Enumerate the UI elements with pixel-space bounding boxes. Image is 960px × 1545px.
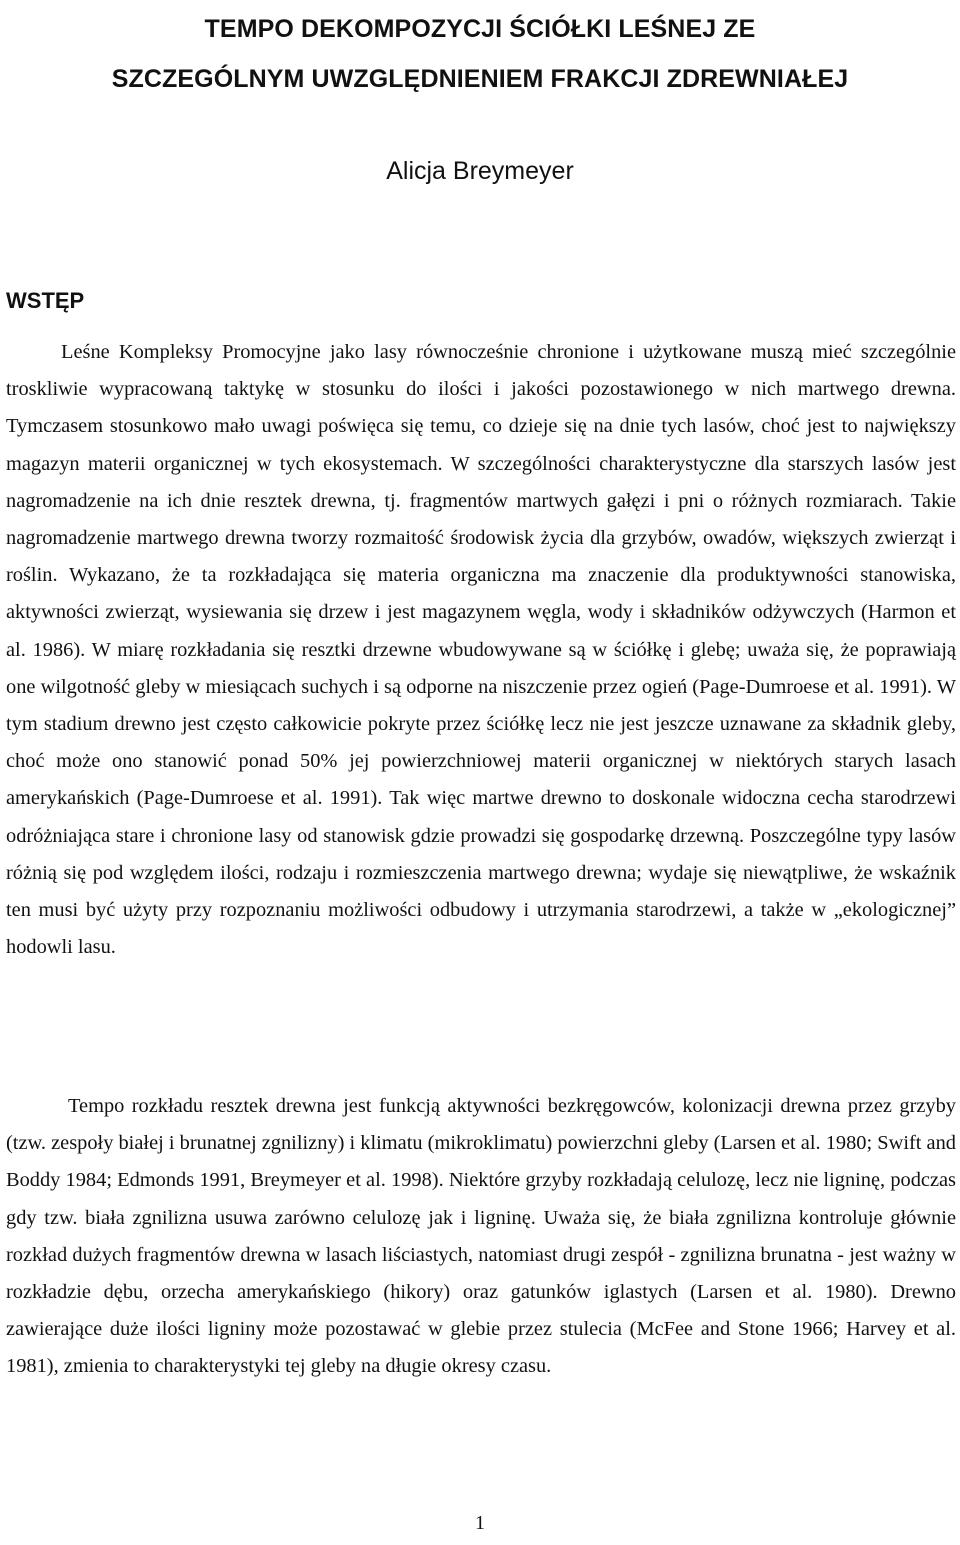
body-paragraph: Tempo rozkładu resztek drewna jest funkcją aktywności bezkręgowców, kolonizacji drewna przez grzyby (tzw. zespoły białej i brunatnej zgnilizny) i klimatu (mikroklimatu) powierzchni gleby (Larsen et al. 1980; Swift and Boddy 1984; Edmonds 1991, Breymeyer et al. 1998). Niektóre grzyby rozkładają celulozę, lecz nie ligninę, podczas gdy tzw. biała zgnilizna usuwa zarówno celulozę jak i ligninę. Uważa się, że biała zgnilizna kontroluje głównie rozkład dużych fragmentów drewna w lasach liściastych, natomiast drugi zespół - zgnilizna brunatna - jest ważny w rozkładzie dębu, orzecha amerykańskiego (hikory) oraz gatunków iglastych (Larsen et al. 1980). Drewno zawierające duże ilości ligniny może pozostawać w glebie przez stulecia (McFee and Stone 1966; Harvey et al. 1981), zmienia to charakterystyki tej gleby na długie okresy czasu. [6,1095,956,1378]
title-line-1: TEMPO DEKOMPOZYCJI ŚCIÓŁKI LEŚNEJ ZE [204,15,756,43]
page-number: 1 [475,1512,485,1534]
document-title [0,4,960,104]
section-heading: WSTĘP [6,288,85,313]
author-name: Alicja Breymeyer [386,157,574,185]
body-paragraph: Leśne Kompleksy Promocyjne jako lasy równocześnie chronione i użytkowane muszą mieć szczególnie troskliwie wypracowaną taktykę w stosunku do ilości i jakości pozostawionego w nich martwego drewna. Tymczasem stosunkowo mało uwagi poświęca się temu, co dzieje się na dnie tych lasów, choć jest to największy magazyn materii organicznej w tych ekosystemach. W szczególności charakterystyczne dla starszych lasów jest nagromadzenie na ich dnie resztek drewna, tj. fragmentów martwych gałęzi i pni o różnych rozmiarach. Takie nagromadzenie martwego drewna tworzy rozmaitość środowisk życia dla grzybów, owadów, większych zwierząt i roślin. Wykazano, że ta rozkładająca się materia organiczna ma znaczenie dla produktywności stanowiska, aktywności zwierząt, wysiewania się drzew i jest magazynem węgla, wody i składników odżywczych (Harmon et al. 1986). W miarę rozkładania się resztki drzewne wbudowywane są w ściółkę i glebę; uważa się, że poprawiają one wilgotność gleby w miesiącach suchych i są odporne na niszczenie przez ogień (Page-Dumroese et al. 1991). W tym stadium drewno jest często całkowicie pokryte przez ściółkę lecz nie jest jeszcze uznawane za składnik gleby, choć może ono stanowić ponad 50% jej powierzchniowej materii organicznej w niektórych starych lasach amerykańskich (Page-Dumroese et al. 1991). Tak więc martwe drewno to doskonale widoczna cecha starodrzewi odróżniająca stare i chronione lasy od stanowisk gdzie prowadzi się gospodarkę drzewną. Poszczególne typy lasów różnią się pod względem ilości, rodzaju i rozmieszczenia martwego drewna; wydaje się niewątpliwe, że wskaźnik ten musi być użyty przy rozpoznaniu możliwości odbudowy i utrzymania starodrzewi, a także w „ekologicznej” hodowli lasu. [6,341,956,959]
title-line-2: SZCZEGÓLNYM UWZGLĘDNIENIEM FRAKCJI ZDREWNIAŁEJ [111,65,849,93]
